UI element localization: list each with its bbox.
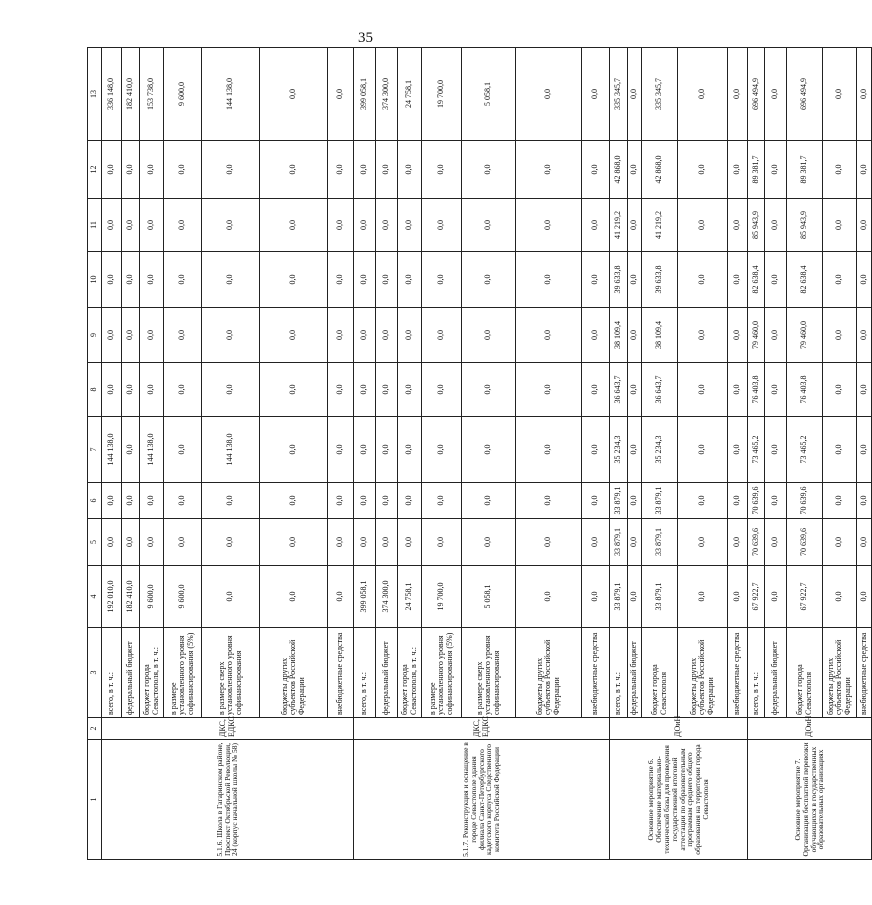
value-cell: 0,0 bbox=[260, 141, 328, 199]
value-cell: 33 879,1 bbox=[642, 483, 678, 519]
value-cell: 0,0 bbox=[462, 363, 516, 417]
value-cell: 696 494,9 bbox=[748, 48, 765, 141]
value-cell: 0,0 bbox=[164, 199, 202, 252]
value-cell: 0,0 bbox=[376, 252, 398, 308]
value-cell: 0,0 bbox=[582, 141, 610, 199]
value-cell: 0,0 bbox=[628, 483, 642, 519]
value-cell: 85 943,9 bbox=[748, 199, 765, 252]
value-cell: 0,0 bbox=[765, 308, 787, 363]
value-cell: 0,0 bbox=[260, 363, 328, 417]
value-cell: 0,0 bbox=[516, 308, 582, 363]
value-cell: 0,0 bbox=[765, 363, 787, 417]
source-label: внебюджетные средства bbox=[728, 628, 748, 718]
source-label: внебюджетные средства bbox=[582, 628, 610, 718]
header-cell: 3 bbox=[88, 628, 102, 718]
executor-cell: ДКС, ЕДКС bbox=[102, 718, 354, 740]
value-cell: 0,0 bbox=[328, 308, 354, 363]
value-cell: 0,0 bbox=[582, 308, 610, 363]
value-cell: 0,0 bbox=[398, 519, 422, 566]
value-cell: 0,0 bbox=[376, 141, 398, 199]
value-cell: 0,0 bbox=[628, 519, 642, 566]
value-cell: 89 381,7 bbox=[787, 141, 823, 199]
value-cell: 0,0 bbox=[462, 199, 516, 252]
value-cell: 0,0 bbox=[328, 48, 354, 141]
value-cell: 0,0 bbox=[678, 566, 728, 628]
source-label: федеральный бюджет bbox=[765, 628, 787, 718]
value-cell: 38 109,4 bbox=[642, 308, 678, 363]
header-row bbox=[88, 48, 102, 860]
value-cell: 0,0 bbox=[354, 141, 376, 199]
value-cell: 0,0 bbox=[202, 566, 260, 628]
value-cell: 0,0 bbox=[728, 252, 748, 308]
value-cell: 0,0 bbox=[765, 252, 787, 308]
value-cell: 0,0 bbox=[398, 308, 422, 363]
value-cell: 399 058,1 bbox=[354, 566, 376, 628]
value-cell: 0,0 bbox=[164, 417, 202, 483]
value-cell: 70 639,6 bbox=[787, 519, 823, 566]
value-cell: 0,0 bbox=[582, 519, 610, 566]
value-cell: 0,0 bbox=[376, 363, 398, 417]
page-number: 35 bbox=[358, 30, 373, 46]
value-cell: 36 643,7 bbox=[610, 363, 628, 417]
value-cell: 0,0 bbox=[823, 199, 857, 252]
value-cell: 0,0 bbox=[328, 141, 354, 199]
value-cell: 0,0 bbox=[857, 48, 872, 141]
header-cell: 4 bbox=[88, 566, 102, 628]
source-label: в размере сверх установленного уровня софинансирования bbox=[202, 628, 260, 718]
source-label: бюджеты других субъектов Российской Федерации bbox=[516, 628, 582, 718]
value-cell: 0,0 bbox=[140, 199, 164, 252]
header-cell: 6 bbox=[88, 483, 102, 519]
value-cell: 38 109,4 bbox=[610, 308, 628, 363]
value-cell: 336 148,0 bbox=[102, 48, 122, 141]
header-cell: 1 bbox=[88, 740, 102, 860]
value-cell: 24 758,1 bbox=[398, 566, 422, 628]
value-cell: 0,0 bbox=[728, 566, 748, 628]
value-cell: 0,0 bbox=[582, 363, 610, 417]
value-cell: 0,0 bbox=[422, 519, 462, 566]
value-cell: 0,0 bbox=[628, 48, 642, 141]
value-cell: 0,0 bbox=[765, 199, 787, 252]
value-cell: 374 300,0 bbox=[376, 566, 398, 628]
value-cell: 0,0 bbox=[857, 519, 872, 566]
value-cell: 0,0 bbox=[354, 519, 376, 566]
value-cell: 35 234,3 bbox=[610, 417, 628, 483]
value-cell: 0,0 bbox=[823, 483, 857, 519]
value-cell: 0,0 bbox=[164, 519, 202, 566]
value-cell: 0,0 bbox=[765, 519, 787, 566]
value-cell: 0,0 bbox=[102, 199, 122, 252]
source-label: бюджет города Севастополя, в т. ч.: bbox=[398, 628, 422, 718]
value-cell: 0,0 bbox=[102, 308, 122, 363]
value-cell: 33 879,1 bbox=[642, 566, 678, 628]
source-label: в размере установленного уровня софинансирования (5%) bbox=[422, 628, 462, 718]
executor-cell: ДОиН bbox=[610, 718, 748, 740]
value-cell: 82 638,4 bbox=[748, 252, 765, 308]
value-cell: 0,0 bbox=[582, 48, 610, 141]
value-cell: 0,0 bbox=[422, 252, 462, 308]
value-cell: 0,0 bbox=[728, 199, 748, 252]
source-label: федеральный бюджет bbox=[376, 628, 398, 718]
value-cell: 0,0 bbox=[328, 417, 354, 483]
value-cell: 0,0 bbox=[398, 483, 422, 519]
value-cell: 41 219,2 bbox=[610, 199, 628, 252]
value-cell: 0,0 bbox=[678, 417, 728, 483]
value-cell: 0,0 bbox=[628, 363, 642, 417]
source-label: бюджеты других субъектов Российской Федерации bbox=[678, 628, 728, 718]
value-cell: 73 465,2 bbox=[748, 417, 765, 483]
value-cell: 0,0 bbox=[354, 363, 376, 417]
value-cell: 0,0 bbox=[516, 363, 582, 417]
header-cell: 11 bbox=[88, 199, 102, 252]
value-cell: 67 922,7 bbox=[748, 566, 765, 628]
value-cell: 0,0 bbox=[516, 141, 582, 199]
source-label: бюджеты других субъектов Российской Федерации bbox=[823, 628, 857, 718]
value-cell: 0,0 bbox=[202, 252, 260, 308]
value-cell: 0,0 bbox=[202, 199, 260, 252]
value-cell: 0,0 bbox=[628, 199, 642, 252]
value-cell: 0,0 bbox=[516, 417, 582, 483]
value-cell: 0,0 bbox=[102, 519, 122, 566]
value-cell: 0,0 bbox=[164, 141, 202, 199]
value-cell: 0,0 bbox=[422, 141, 462, 199]
header-cell: 12 bbox=[88, 141, 102, 199]
value-cell: 0,0 bbox=[102, 483, 122, 519]
value-cell: 0,0 bbox=[422, 483, 462, 519]
value-cell: 70 639,6 bbox=[787, 483, 823, 519]
value-cell: 0,0 bbox=[462, 252, 516, 308]
value-cell: 0,0 bbox=[728, 363, 748, 417]
source-label: федеральный бюджет bbox=[122, 628, 140, 718]
value-cell: 5 058,1 bbox=[462, 48, 516, 141]
value-cell: 0,0 bbox=[328, 363, 354, 417]
value-cell: 33 879,1 bbox=[610, 519, 628, 566]
source-label: всего, в т. ч.: bbox=[610, 628, 628, 718]
value-cell: 0,0 bbox=[857, 566, 872, 628]
value-cell: 0,0 bbox=[422, 199, 462, 252]
value-cell: 89 381,7 bbox=[748, 141, 765, 199]
value-cell: 0,0 bbox=[422, 308, 462, 363]
value-cell: 0,0 bbox=[260, 483, 328, 519]
value-cell: 33 879,1 bbox=[610, 483, 628, 519]
value-cell: 0,0 bbox=[678, 483, 728, 519]
value-cell: 70 639,6 bbox=[748, 519, 765, 566]
value-cell: 0,0 bbox=[122, 308, 140, 363]
value-cell: 0,0 bbox=[678, 519, 728, 566]
value-cell: 0,0 bbox=[102, 363, 122, 417]
source-label: всего, в т. ч.: bbox=[748, 628, 765, 718]
value-cell: 33 879,1 bbox=[610, 566, 628, 628]
rotated-table bbox=[87, 48, 868, 860]
value-cell: 0,0 bbox=[202, 308, 260, 363]
source-label: в размере сверх установленного уровня софинансирования bbox=[462, 628, 516, 718]
value-cell: 0,0 bbox=[398, 363, 422, 417]
source-label: бюджет города Севастополя bbox=[642, 628, 678, 718]
value-cell: 0,0 bbox=[516, 566, 582, 628]
value-cell: 73 465,2 bbox=[787, 417, 823, 483]
value-cell: 0,0 bbox=[328, 199, 354, 252]
value-cell: 0,0 bbox=[202, 519, 260, 566]
value-cell: 9 600,0 bbox=[164, 48, 202, 141]
value-cell: 153 738,0 bbox=[140, 48, 164, 141]
value-cell: 76 403,8 bbox=[787, 363, 823, 417]
value-cell: 0,0 bbox=[398, 417, 422, 483]
value-cell: 0,0 bbox=[823, 252, 857, 308]
table-row bbox=[748, 48, 765, 860]
value-cell: 182 410,0 bbox=[122, 566, 140, 628]
value-cell: 0,0 bbox=[582, 483, 610, 519]
table-row bbox=[102, 48, 122, 860]
value-cell: 0,0 bbox=[398, 141, 422, 199]
value-cell: 0,0 bbox=[376, 308, 398, 363]
source-label: внебюджетные средства bbox=[857, 628, 872, 718]
value-cell: 374 300,0 bbox=[376, 48, 398, 141]
value-cell: 39 633,8 bbox=[610, 252, 628, 308]
value-cell: 0,0 bbox=[328, 252, 354, 308]
table-row bbox=[354, 48, 376, 860]
value-cell: 0,0 bbox=[164, 308, 202, 363]
source-label: федеральный бюджет bbox=[628, 628, 642, 718]
value-cell: 0,0 bbox=[260, 566, 328, 628]
value-cell: 144 138,0 bbox=[140, 417, 164, 483]
value-cell: 0,0 bbox=[202, 141, 260, 199]
value-cell: 42 868,0 bbox=[642, 141, 678, 199]
value-cell: 0,0 bbox=[102, 141, 122, 199]
value-cell: 0,0 bbox=[823, 566, 857, 628]
value-cell: 0,0 bbox=[354, 483, 376, 519]
value-cell: 33 879,1 bbox=[642, 519, 678, 566]
value-cell: 0,0 bbox=[857, 363, 872, 417]
value-cell: 19 700,0 bbox=[422, 566, 462, 628]
source-label: бюджет города Севастополя bbox=[787, 628, 823, 718]
value-cell: 67 922,7 bbox=[787, 566, 823, 628]
value-cell: 0,0 bbox=[857, 252, 872, 308]
value-cell: 335 345,7 bbox=[610, 48, 628, 141]
value-cell: 0,0 bbox=[823, 519, 857, 566]
value-cell: 0,0 bbox=[202, 483, 260, 519]
value-cell: 0,0 bbox=[164, 483, 202, 519]
value-cell: 0,0 bbox=[678, 199, 728, 252]
value-cell: 0,0 bbox=[582, 252, 610, 308]
value-cell: 0,0 bbox=[398, 252, 422, 308]
value-cell: 0,0 bbox=[857, 308, 872, 363]
value-cell: 0,0 bbox=[823, 308, 857, 363]
value-cell: 0,0 bbox=[728, 483, 748, 519]
value-cell: 0,0 bbox=[628, 252, 642, 308]
value-cell: 0,0 bbox=[140, 519, 164, 566]
value-cell: 0,0 bbox=[260, 308, 328, 363]
value-cell: 0,0 bbox=[516, 48, 582, 141]
value-cell: 0,0 bbox=[765, 48, 787, 141]
value-cell: 0,0 bbox=[122, 417, 140, 483]
value-cell: 0,0 bbox=[823, 417, 857, 483]
executor-cell: ДОиН bbox=[748, 718, 872, 740]
header-cell: 9 bbox=[88, 308, 102, 363]
value-cell: 0,0 bbox=[122, 141, 140, 199]
value-cell: 0,0 bbox=[354, 417, 376, 483]
value-cell: 0,0 bbox=[765, 566, 787, 628]
executor-cell: ДКС, ЕДКС bbox=[354, 718, 610, 740]
value-cell: 0,0 bbox=[122, 363, 140, 417]
header-cell: 10 bbox=[88, 252, 102, 308]
value-cell: 0,0 bbox=[728, 48, 748, 141]
value-cell: 0,0 bbox=[857, 199, 872, 252]
value-cell: 0,0 bbox=[140, 483, 164, 519]
value-cell: 19 700,0 bbox=[422, 48, 462, 141]
header-cell: 5 bbox=[88, 519, 102, 566]
value-cell: 0,0 bbox=[516, 483, 582, 519]
value-cell: 0,0 bbox=[260, 252, 328, 308]
rotated-table-area bbox=[87, 48, 868, 860]
value-cell: 76 403,8 bbox=[748, 363, 765, 417]
value-cell: 0,0 bbox=[328, 483, 354, 519]
value-cell: 9 600,0 bbox=[140, 566, 164, 628]
value-cell: 0,0 bbox=[140, 308, 164, 363]
value-cell: 0,0 bbox=[728, 141, 748, 199]
value-cell: 0,0 bbox=[823, 48, 857, 141]
value-cell: 0,0 bbox=[398, 199, 422, 252]
value-cell: 399 058,1 bbox=[354, 48, 376, 141]
value-cell: 85 943,9 bbox=[787, 199, 823, 252]
source-label: бюджет города Севастополя, в т. ч.: bbox=[140, 628, 164, 718]
value-cell: 82 638,4 bbox=[787, 252, 823, 308]
value-cell: 0,0 bbox=[462, 417, 516, 483]
header-cell: 7 bbox=[88, 417, 102, 483]
value-cell: 0,0 bbox=[678, 48, 728, 141]
source-label: в размере установленного уровня софинансирования (5%) bbox=[164, 628, 202, 718]
source-label: всего, в т. ч.: bbox=[102, 628, 122, 718]
value-cell: 0,0 bbox=[260, 199, 328, 252]
value-cell: 36 643,7 bbox=[642, 363, 678, 417]
value-cell: 0,0 bbox=[582, 566, 610, 628]
value-cell: 0,0 bbox=[857, 141, 872, 199]
value-cell: 9 600,0 bbox=[164, 566, 202, 628]
value-cell: 0,0 bbox=[765, 417, 787, 483]
value-cell: 0,0 bbox=[765, 483, 787, 519]
value-cell: 0,0 bbox=[376, 199, 398, 252]
value-cell: 0,0 bbox=[823, 141, 857, 199]
value-cell: 0,0 bbox=[516, 199, 582, 252]
value-cell: 0,0 bbox=[628, 141, 642, 199]
value-cell: 0,0 bbox=[422, 363, 462, 417]
value-cell: 0,0 bbox=[628, 308, 642, 363]
header-cell: 8 bbox=[88, 363, 102, 417]
table-row bbox=[610, 48, 628, 860]
value-cell: 24 758,1 bbox=[398, 48, 422, 141]
value-cell: 0,0 bbox=[140, 363, 164, 417]
value-cell: 0,0 bbox=[122, 483, 140, 519]
value-cell: 0,0 bbox=[678, 141, 728, 199]
value-cell: 0,0 bbox=[164, 252, 202, 308]
activity-name: 5.1.6. Школа в Гагаринском районе, Проспект Октябрьской Революции, 24 (корпус начальной школы № 58) bbox=[102, 740, 354, 860]
value-cell: 5 058,1 bbox=[462, 566, 516, 628]
value-cell: 0,0 bbox=[728, 519, 748, 566]
activity-name: Основное мероприятие 6. Обеспечение материально-технической базы для проведения государственной итоговой аттестации по образовательным программам среднего общего образования на территории города Севастополя bbox=[610, 740, 748, 860]
value-cell: 0,0 bbox=[728, 308, 748, 363]
value-cell: 0,0 bbox=[140, 252, 164, 308]
value-cell: 70 639,6 bbox=[748, 483, 765, 519]
value-cell: 0,0 bbox=[260, 417, 328, 483]
value-cell: 39 633,8 bbox=[642, 252, 678, 308]
value-cell: 0,0 bbox=[462, 483, 516, 519]
value-cell: 79 460,0 bbox=[748, 308, 765, 363]
value-cell: 0,0 bbox=[260, 519, 328, 566]
value-cell: 0,0 bbox=[678, 308, 728, 363]
value-cell: 0,0 bbox=[354, 308, 376, 363]
source-label: внебюджетные средства bbox=[328, 628, 354, 718]
value-cell: 0,0 bbox=[765, 141, 787, 199]
value-cell: 0,0 bbox=[376, 519, 398, 566]
value-cell: 0,0 bbox=[823, 363, 857, 417]
value-cell: 0,0 bbox=[678, 252, 728, 308]
value-cell: 192 010,0 bbox=[102, 566, 122, 628]
value-cell: 0,0 bbox=[122, 252, 140, 308]
source-label: бюджеты других субъектов Российской Федерации bbox=[260, 628, 328, 718]
value-cell: 0,0 bbox=[462, 141, 516, 199]
value-cell: 35 234,3 bbox=[642, 417, 678, 483]
value-cell: 41 219,2 bbox=[642, 199, 678, 252]
value-cell: 0,0 bbox=[202, 363, 260, 417]
activity-name: Основное мероприятие 7. Организация бесплатной перевозки обучающихся в государственных образовательных организациях bbox=[748, 740, 872, 860]
value-cell: 0,0 bbox=[582, 417, 610, 483]
source-label: всего, в т. ч.: bbox=[354, 628, 376, 718]
value-cell: 0,0 bbox=[376, 483, 398, 519]
value-cell: 0,0 bbox=[328, 566, 354, 628]
header-cell: 13 bbox=[88, 48, 102, 141]
value-cell: 0,0 bbox=[582, 199, 610, 252]
value-cell: 0,0 bbox=[857, 483, 872, 519]
value-cell: 0,0 bbox=[462, 308, 516, 363]
value-cell: 0,0 bbox=[260, 48, 328, 141]
value-cell: 79 460,0 bbox=[787, 308, 823, 363]
value-cell: 0,0 bbox=[376, 417, 398, 483]
value-cell: 0,0 bbox=[122, 199, 140, 252]
value-cell: 0,0 bbox=[462, 519, 516, 566]
activity-name: 5.1.7. Реконструкция и оснащение в городе Севастополе здания филиала Санкт-Петербургского кадетского корпуса Следственного комитета Российской Федерации bbox=[354, 740, 610, 860]
value-cell: 335 345,7 bbox=[642, 48, 678, 141]
value-cell: 0,0 bbox=[122, 519, 140, 566]
budget-table bbox=[87, 47, 872, 860]
value-cell: 0,0 bbox=[422, 417, 462, 483]
value-cell: 0,0 bbox=[678, 363, 728, 417]
value-cell: 0,0 bbox=[516, 519, 582, 566]
value-cell: 696 494,9 bbox=[787, 48, 823, 141]
value-cell: 0,0 bbox=[857, 417, 872, 483]
value-cell: 0,0 bbox=[628, 417, 642, 483]
value-cell: 144 138,0 bbox=[102, 417, 122, 483]
value-cell: 144 138,0 bbox=[202, 417, 260, 483]
header-cell: 2 bbox=[88, 718, 102, 740]
value-cell: 42 868,0 bbox=[610, 141, 628, 199]
value-cell: 144 138,0 bbox=[202, 48, 260, 141]
value-cell: 0,0 bbox=[140, 141, 164, 199]
value-cell: 0,0 bbox=[354, 252, 376, 308]
value-cell: 0,0 bbox=[164, 363, 202, 417]
value-cell: 0,0 bbox=[102, 252, 122, 308]
value-cell: 0,0 bbox=[328, 519, 354, 566]
value-cell: 0,0 bbox=[516, 252, 582, 308]
value-cell: 182 410,0 bbox=[122, 48, 140, 141]
value-cell: 0,0 bbox=[728, 417, 748, 483]
value-cell: 0,0 bbox=[354, 199, 376, 252]
value-cell: 0,0 bbox=[628, 566, 642, 628]
